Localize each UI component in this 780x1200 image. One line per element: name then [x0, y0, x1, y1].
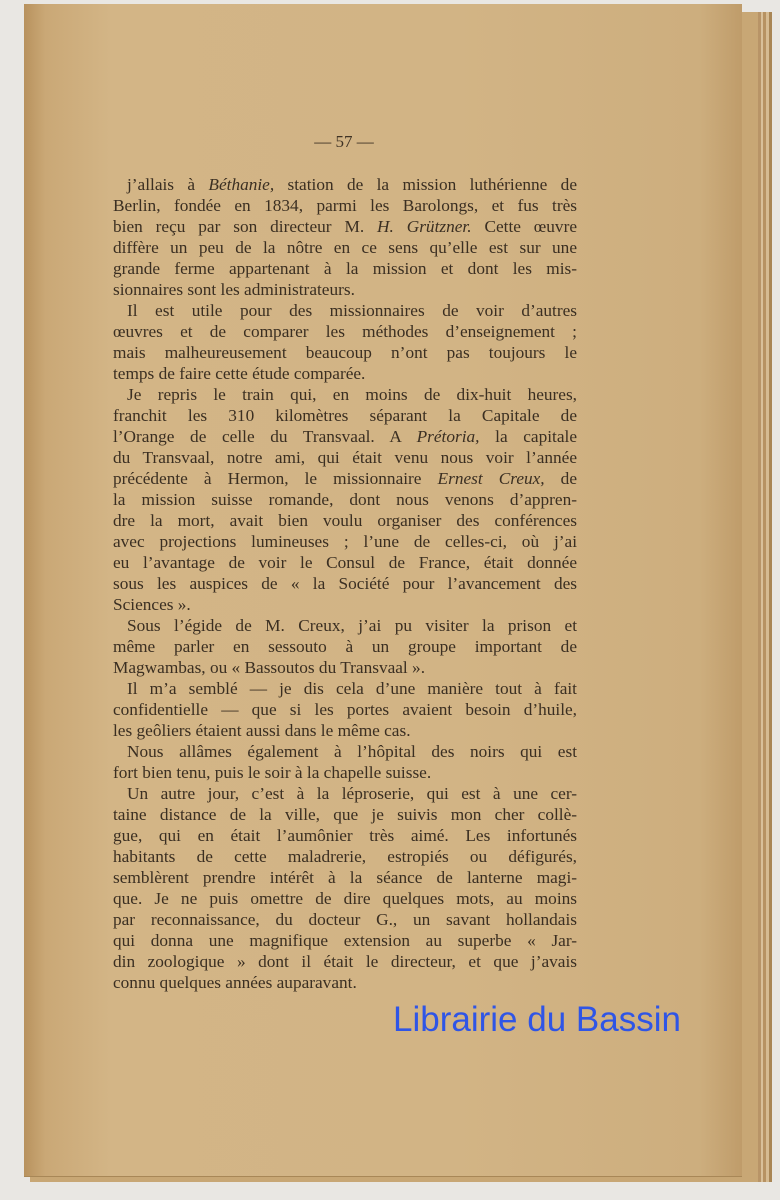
watermark: Librairie du Bassin: [393, 1000, 681, 1039]
text-line: [113, 384, 577, 405]
text-line: [113, 468, 577, 489]
text-segment: du Transvaal, notre ami, qui était venu nous voir l’année: [113, 448, 577, 467]
text-line: [113, 846, 577, 867]
text-line: [113, 279, 577, 300]
text-segment: la capitale: [479, 427, 577, 446]
text-line: [113, 741, 577, 762]
text-segment: eu l’avantage de voir le Consul de France, était donnée: [113, 553, 577, 572]
text-segment: franchit les 310 kilomètres séparant la Capitale de: [113, 406, 577, 425]
text-segment: avec projections lumineuses ; l’une de celles-ci, où j’ai: [113, 532, 577, 551]
text-segment: la mission suisse romande, dont nous venons d’appren-: [113, 490, 577, 509]
text-line: [113, 594, 577, 615]
page-number: — 57 —: [314, 132, 374, 151]
text-segment: Magwambas, ou « Bassoutos du Transvaal ».: [113, 658, 426, 677]
text-segment: par reconnaissance, du docteur G., un savant hollandais: [113, 910, 577, 929]
text-line: [113, 300, 577, 321]
text-segment: mais malheureusement beaucoup n’ont pas toujours le: [113, 343, 577, 362]
text-line: [113, 510, 577, 531]
text-segment: bien reçu par son directeur M.: [113, 217, 378, 236]
text-line: [113, 405, 577, 426]
text-line: [113, 699, 577, 720]
text-segment: gue, qui en était l’aumônier très aimé. Les infortunés: [113, 826, 577, 845]
text-line: [113, 237, 577, 258]
text-line: [113, 657, 577, 678]
text-line: [113, 174, 577, 195]
text-line: [113, 762, 577, 783]
text-segment: Il m’a semblé — je dis cela d’une manière tout à fait: [127, 679, 577, 698]
text-segment: habitants de cette maladrerie, estropiés ou défigurés,: [113, 847, 577, 866]
text-segment: Cette œuvre: [471, 217, 577, 236]
text-line: [113, 888, 577, 909]
text-segment: précédente à Hermon, le missionnaire: [113, 469, 438, 488]
text-segment: les geôliers étaient aussi dans le même cas.: [113, 721, 411, 740]
text-line: [113, 552, 577, 573]
text-line: [113, 258, 577, 279]
text-line: [113, 426, 577, 447]
text-line: [113, 783, 577, 804]
text-line: [113, 867, 577, 888]
text-segment: diffère un peu de la nôtre en ce sens qu’elle est sur une: [113, 238, 577, 257]
text-segment: connu quelques années auparavant.: [113, 973, 357, 992]
text-segment: sionnaires sont les administrateurs.: [113, 280, 355, 299]
text-line: [113, 636, 577, 657]
text-line: [113, 951, 577, 972]
text-line: [113, 972, 577, 993]
text-segment: que. Je ne puis omettre de dire quelques mots, au moins: [113, 889, 577, 908]
text-segment: Un autre jour, c’est à la léproserie, qui est à une cer-: [127, 784, 577, 803]
text-line: [113, 216, 577, 237]
text-segment: même parler en sessouto à un groupe important de: [113, 637, 577, 656]
text-segment: grande ferme appartenant à la mission et dont les mis-: [113, 259, 577, 278]
text-segment: Sciences ».: [113, 595, 191, 614]
text-segment: station de la mission luthérienne de: [274, 175, 577, 194]
text-line: [113, 321, 577, 342]
text-segment: semblèrent prendre intérêt à la séance de lanterne magi-: [113, 868, 577, 887]
text-line: [113, 363, 577, 384]
text-line: [113, 678, 577, 699]
text-segment: confidentielle — que si les portes avaient besoin d’huile,: [113, 700, 577, 719]
text-segment: din zoologique » dont il était le directeur, et que j’avais: [113, 952, 577, 971]
text-segment: Il est utile pour des missionnaires de voir d’autres: [127, 301, 577, 320]
text-segment: œuvres et de comparer les méthodes d’enseignement ;: [113, 322, 577, 341]
text-segment: Nous allâmes également à l’hôpital des noirs qui est: [127, 742, 577, 761]
text-line: [113, 615, 577, 636]
text-segment: j’allais à: [127, 175, 209, 194]
text-segment: Je repris le train qui, en moins de dix-huit heures,: [127, 385, 577, 404]
text-segment: temps de faire cette étude comparée.: [113, 364, 366, 383]
italic-text: H. Grützner.: [377, 217, 472, 236]
text-segment: Berlin, fondée en 1834, parmi les Barolongs, et fus très: [113, 196, 577, 215]
text-line: [113, 489, 577, 510]
text-segment: Sous l’égide de M. Creux, j’ai pu visiter la prison et: [127, 616, 577, 635]
text-line: [113, 573, 577, 594]
page-body-text: [113, 174, 577, 993]
italic-text: Ernest Creux,: [437, 469, 545, 488]
text-segment: de: [544, 469, 577, 488]
text-line: [113, 909, 577, 930]
italic-text: Prétoria,: [416, 427, 480, 446]
text-segment: l’Orange de celle du Transvaal. A: [113, 427, 417, 446]
text-line: [113, 720, 577, 741]
text-segment: qui donna une magnifique extension au superbe « Jar-: [113, 931, 577, 950]
text-line: [113, 195, 577, 216]
text-line: [113, 342, 577, 363]
text-line: [113, 930, 577, 951]
text-segment: sous les auspices de « la Société pour l’avancement des: [113, 574, 577, 593]
text-segment: fort bien tenu, puis le soir à la chapelle suisse.: [113, 763, 432, 782]
text-line: [113, 825, 577, 846]
text-segment: taine distance de la ville, que je suivis mon cher collè-: [113, 805, 577, 824]
text-line: [113, 804, 577, 825]
text-line: [113, 447, 577, 468]
text-line: [113, 531, 577, 552]
italic-text: Béthanie,: [208, 175, 275, 194]
text-segment: dre la mort, avait bien voulu organiser des conférences: [113, 511, 577, 530]
